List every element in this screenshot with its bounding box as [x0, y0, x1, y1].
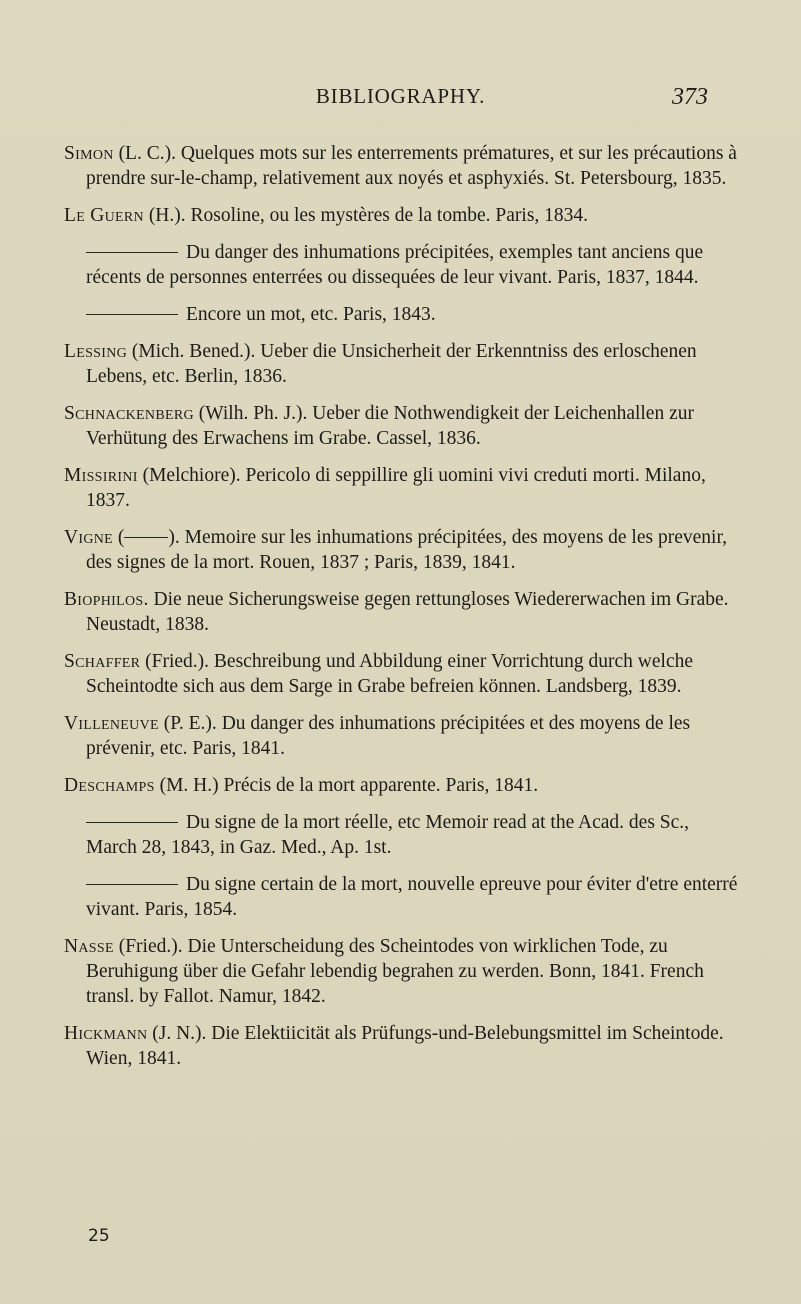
- entry-author: Nasse: [64, 936, 114, 957]
- bibliography-entry-lessing: [64, 339, 744, 389]
- entry-text: Memoire sur les inhumations précipitées, des moyens de les prevenir, des signes de la mort. Rouen, 1837 ; Paris, 1839, 1841.: [86, 527, 728, 573]
- ditto-rule: [86, 884, 178, 885]
- ditto-rule: [86, 314, 178, 315]
- entry-author: Missirini: [64, 465, 138, 486]
- entry-text: Du signe certain de la mort, nouvelle epreuve pour éviter d'etre enterré vivant. Paris, 1854.: [86, 874, 738, 920]
- ditto-rule: [86, 822, 178, 823]
- ditto-rule: [86, 252, 178, 253]
- entry-author-initials: (Melchiore).: [137, 465, 241, 486]
- entry-text: Précis de la mort apparente. Paris, 1841.: [218, 775, 539, 796]
- entry-text: Die neue Sicherungsweise gegen rettungloses Wiedererwachen im Grabe. Neustadt, 1838.: [86, 589, 729, 635]
- bibliography-entry-villeneuve: [64, 711, 744, 761]
- entry-text: Ueber die Nothwendigkeit der Leichenhallen zur Verhütung des Erwachens im Grabe. Cassel, 1836.: [86, 403, 694, 449]
- entry-text: Du danger des inhumations précipitées et des moyens de les prévenir, etc. Paris, 1841.: [86, 713, 691, 759]
- page-number: 373: [672, 84, 708, 110]
- entry-author: Biophilos.: [64, 589, 149, 610]
- bibliography-entry-schnackenberg: [64, 401, 744, 451]
- entry-text: Ueber die Unsicherheit der Erkenntniss des erloschenen Lebens, etc. Berlin, 1836.: [86, 341, 697, 387]
- entry-author: Villeneuve: [64, 713, 159, 734]
- entry-text: Die Unterscheidung des Scheintodes von wirklichen Tode, zu Beruhigung über die Gefahr lebendig begrahen zu werden. Bonn, 1841. French transl. by Fallot. Namur, 1842.: [86, 936, 704, 1007]
- bibliography-entry-deschamps-2: [64, 810, 744, 860]
- entry-author: Vigne: [64, 527, 114, 548]
- entry-author-initials: (P. E.).: [158, 713, 217, 734]
- entry-text: Rosoline, ou les mystères de la tombe. Paris, 1834.: [185, 205, 589, 226]
- entry-text: Du signe de la mort réelle, etc Memoir read at the Acad. des Sc., March 28, 1843, in Gaz. Med., Ap. 1st.: [86, 812, 690, 858]
- entry-author-initials: (Mich. Bened.).: [127, 341, 256, 362]
- entry-author: Schnackenberg: [64, 403, 194, 424]
- entry-text: Quelques mots sur les enterrements prématures, et sur les précautions à prendre sur-le-champ, relativement aux noyés et asphyxiés. St. Petersbourg, 1835.: [86, 143, 737, 189]
- entry-author-open: (: [113, 527, 125, 548]
- entry-author: Le Guern: [64, 205, 144, 226]
- entry-author-initials: (L. C.).: [113, 143, 176, 164]
- entry-author: Simon: [64, 143, 114, 164]
- page-header: [0, 84, 801, 116]
- signature-mark: 25: [88, 1226, 110, 1246]
- entry-text: Pericolo di seppillire gli uomini vivi creduti morti. Milano, 1837.: [86, 465, 706, 511]
- entry-text: Du danger des inhumations précipitées, exemples tant anciens que récents de personnes enterrées ou dissequées de leur vivant. Paris, 1837, 1844.: [86, 242, 704, 288]
- entry-author: Hickmann: [64, 1023, 148, 1044]
- bibliography-list: [64, 141, 744, 1083]
- bibliography-entry-biophilos: [64, 587, 744, 637]
- entry-author-initials: (M. H.): [154, 775, 219, 796]
- bibliography-entry-hickmann: [64, 1021, 744, 1071]
- entry-author-close: ).: [168, 527, 180, 548]
- bibliography-entry-schaffer: [64, 649, 744, 699]
- entry-author-initials: (H.).: [143, 205, 186, 226]
- entry-text: Beschreibung und Abbildung einer Vorrichtung durch welche Scheintodte sich aus dem Sarge in Grabe befreien können. Landsberg, 1839.: [86, 651, 694, 697]
- entry-author: Deschamps: [64, 775, 155, 796]
- bibliography-entry-vigne: [64, 525, 744, 575]
- bibliography-entry-le-guern-2: [64, 240, 744, 290]
- bibliography-entry-le-guern-3: [64, 302, 744, 327]
- ditto-blank: [124, 537, 168, 538]
- bibliography-entry-deschamps: [64, 773, 744, 798]
- entry-author-initials: (Fried.).: [113, 936, 183, 957]
- bibliography-entry-simon: [64, 141, 744, 191]
- entry-author: Schaffer: [64, 651, 141, 672]
- entry-text: Encore un mot, etc. Paris, 1843.: [186, 304, 436, 325]
- entry-author: Lessing: [64, 341, 128, 362]
- bibliography-entry-missirini: [64, 463, 744, 513]
- bibliography-entry-nasse: [64, 934, 744, 1009]
- entry-text: Die Elektiicität als Prüfungs-und-Belebungsmittel im Scheintode. Wien, 1841.: [86, 1023, 724, 1069]
- bibliography-entry-deschamps-3: [64, 872, 744, 922]
- entry-author-initials: (J. N.).: [147, 1023, 207, 1044]
- entry-author-initials: (Wilh. Ph. J.).: [193, 403, 308, 424]
- running-title: BIBLIOGRAPHY.: [315, 84, 486, 108]
- bibliography-entry-le-guern: [64, 203, 744, 228]
- entry-author-initials: (Fried.).: [140, 651, 210, 672]
